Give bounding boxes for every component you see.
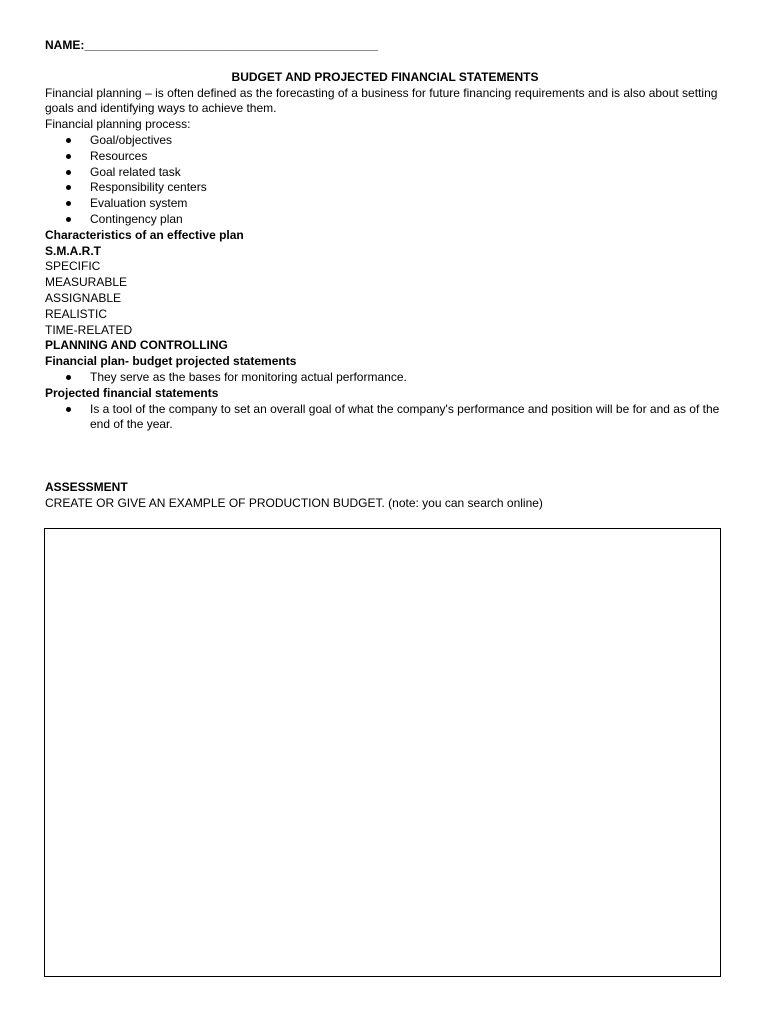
list-item-text: Is a tool of the company to set an overall goal of what the company's performance and position will be for and as of the end of the year.: [90, 401, 720, 432]
list-item-text: Responsibility centers: [90, 180, 207, 195]
list-item-text: Contingency plan: [90, 211, 183, 226]
list-item: [45, 149, 725, 165]
bullet-icon: [66, 407, 71, 412]
characteristics-heading: Characteristics of an effective plan: [45, 227, 244, 242]
list-item: [45, 165, 725, 181]
list-item: [45, 402, 725, 434]
projected-heading: Projected financial statements: [45, 385, 219, 400]
intro-paragraph: Financial planning – is often defined as the forecasting of a business for future financing requirements and is also about setting goals and identifying ways to achieve them.: [45, 85, 718, 116]
list-item-text: Goal related task: [90, 164, 181, 179]
spacer: [45, 433, 725, 480]
bullet-icon: [66, 170, 71, 175]
answer-box[interactable]: [44, 528, 721, 977]
smart-item: SPECIFIC: [45, 259, 101, 274]
list-item: [45, 212, 725, 228]
list-item-text: They serve as the bases for monitoring actual performance.: [90, 369, 407, 384]
financial-plan-subheading: Financial plan- budget projected statements: [45, 354, 297, 369]
smart-acronym: S.M.A.R.T: [45, 243, 101, 258]
bullet-icon: [66, 201, 71, 206]
process-heading: Financial planning process:: [45, 117, 191, 132]
list-item-text: Evaluation system: [90, 196, 188, 211]
projected-list: [45, 402, 725, 434]
assessment-instruction: CREATE OR GIVE AN EXAMPLE OF PRODUCTION BUDGET. (note: you can search online): [45, 495, 543, 510]
planning-list: [45, 370, 725, 386]
list-item: [45, 180, 725, 196]
smart-item: REALISTIC: [45, 306, 108, 321]
bullet-icon: [66, 375, 71, 380]
bullet-icon: [66, 154, 71, 159]
bullet-icon: [66, 138, 71, 143]
list-item: [45, 196, 725, 212]
document-page: [45, 38, 725, 512]
smart-item: ASSIGNABLE: [45, 290, 122, 305]
smart-item: TIME-RELATED: [45, 322, 133, 337]
planning-heading: PLANNING AND CONTROLLING: [45, 338, 228, 353]
document-title: BUDGET AND PROJECTED FINANCIAL STATEMENTS: [231, 69, 539, 84]
bullet-icon: [66, 217, 71, 222]
assessment-heading: ASSESSMENT: [45, 480, 128, 495]
smart-item: MEASURABLE: [45, 275, 128, 290]
list-item-text: Goal/objectives: [90, 132, 173, 147]
process-list: [45, 133, 725, 228]
list-item: [45, 370, 725, 386]
list-item: [45, 133, 725, 149]
list-item-text: Resources: [90, 148, 148, 163]
bullet-icon: [66, 185, 71, 190]
name-field-label: NAME:____________________________________________: [45, 38, 378, 52]
